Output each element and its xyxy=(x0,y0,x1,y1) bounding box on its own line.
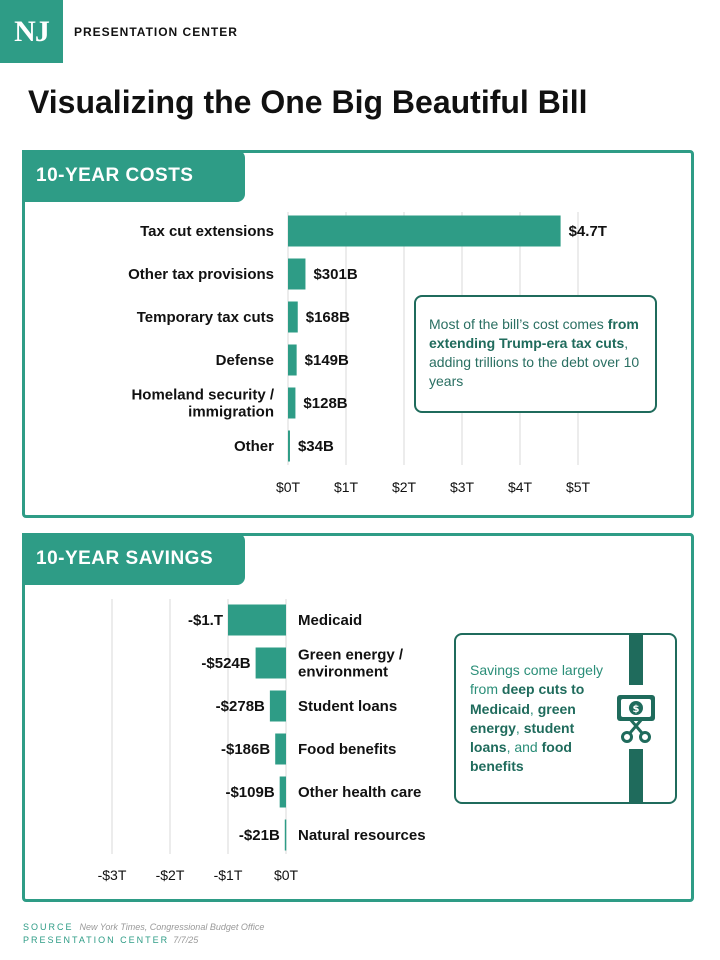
category-label: Medicaid xyxy=(298,612,363,629)
bar xyxy=(288,302,298,333)
bar xyxy=(288,431,290,462)
page-title: Visualizing the One Big Beautiful Bill xyxy=(28,84,588,120)
x-tick-label: $3T xyxy=(449,479,475,495)
savings-callout-h3: student loans xyxy=(470,719,575,756)
data-label: -$524B xyxy=(201,655,251,672)
footer-source-text: New York Times, Congressional Budget Office xyxy=(79,922,265,932)
category-label: Tax cut extensions xyxy=(140,223,274,240)
data-label: $128B xyxy=(303,395,348,412)
data-label: $168B xyxy=(305,309,350,326)
data-label: $301B xyxy=(313,266,358,283)
category-label: Other tax provisions xyxy=(128,266,274,283)
footer-source xyxy=(23,922,264,932)
savings-callout xyxy=(454,633,677,804)
savings-callout-t2: , xyxy=(529,700,538,717)
costs-callout-text-end: , adding trillions to the debt over 10 years xyxy=(429,335,640,389)
savings-callout-h1: deep cuts to Medicaid xyxy=(470,681,585,717)
svg-text:$: $ xyxy=(632,704,640,715)
brand-name: PRESENTATION CENTER xyxy=(74,25,238,39)
savings-callout-t3: , xyxy=(515,719,524,736)
bar xyxy=(288,388,295,419)
category-label: Student loans xyxy=(298,698,398,715)
x-tick-label: $2T xyxy=(391,479,417,495)
footer-source-label: SOURCE xyxy=(23,922,74,932)
savings-callout-t1: Savings come largely from xyxy=(470,662,604,698)
category-label: Natural resources xyxy=(298,827,426,844)
x-tick-label: $4T xyxy=(507,479,533,495)
x-tick-label: -$3T xyxy=(97,867,127,883)
bar xyxy=(228,605,286,636)
costs-callout xyxy=(414,295,657,413)
category-label: Defense xyxy=(215,352,274,369)
bar xyxy=(256,648,286,679)
bar xyxy=(275,734,286,765)
data-label: -$21B xyxy=(238,827,280,844)
x-tick-label: $0T xyxy=(275,479,301,495)
category-label: Homeland security / xyxy=(131,386,274,404)
category-label: Food benefits xyxy=(298,741,397,758)
nj-logo: NJ xyxy=(0,0,63,63)
costs-callout-text: Most of the bill’s cost comes xyxy=(429,316,608,332)
x-tick-label: $0T xyxy=(273,867,299,883)
data-label: $4.7T xyxy=(568,223,607,240)
category-label: immigration xyxy=(188,403,274,421)
data-label: -$1.T xyxy=(187,612,223,629)
x-tick-label: $1T xyxy=(333,479,359,495)
data-label: -$186B xyxy=(221,741,271,758)
bar xyxy=(280,777,286,808)
bar xyxy=(270,691,286,722)
category-label: Other xyxy=(233,438,274,455)
savings-callout-text xyxy=(470,661,610,777)
data-label: -$278B xyxy=(215,698,265,715)
category-label: Green energy / xyxy=(298,646,404,664)
savings-tab-label: 10-YEAR SAVINGS xyxy=(22,533,245,585)
costs-tab-label: 10-YEAR COSTS xyxy=(22,150,245,202)
bar xyxy=(288,216,561,247)
savings-callout-h4: food benefits xyxy=(470,739,572,775)
x-tick-label: -$1T xyxy=(213,867,243,883)
footer-org-name: PRESENTATION CENTER xyxy=(23,935,170,945)
x-tick-label: $5T xyxy=(565,479,591,495)
costs-panel xyxy=(22,150,694,518)
data-label: $34B xyxy=(297,438,334,455)
costs-callout-highlight: from extending Trump-era tax cuts xyxy=(429,316,639,351)
bar xyxy=(285,820,287,851)
category-label: Temporary tax cuts xyxy=(136,309,274,326)
footer-org xyxy=(23,935,198,945)
data-label: $149B xyxy=(304,352,349,369)
bar xyxy=(288,345,297,376)
bar xyxy=(288,259,305,290)
money-scissors-icon xyxy=(613,685,659,749)
x-tick-label: -$2T xyxy=(155,867,185,883)
category-label: Other health care xyxy=(298,784,422,801)
category-label: environment xyxy=(298,663,389,681)
savings-callout-h2: green energy xyxy=(470,700,576,736)
footer-date: 7/7/25 xyxy=(173,935,199,945)
data-label: -$109B xyxy=(225,784,275,801)
savings-panel xyxy=(22,533,694,902)
savings-callout-t4: , and xyxy=(506,739,542,756)
